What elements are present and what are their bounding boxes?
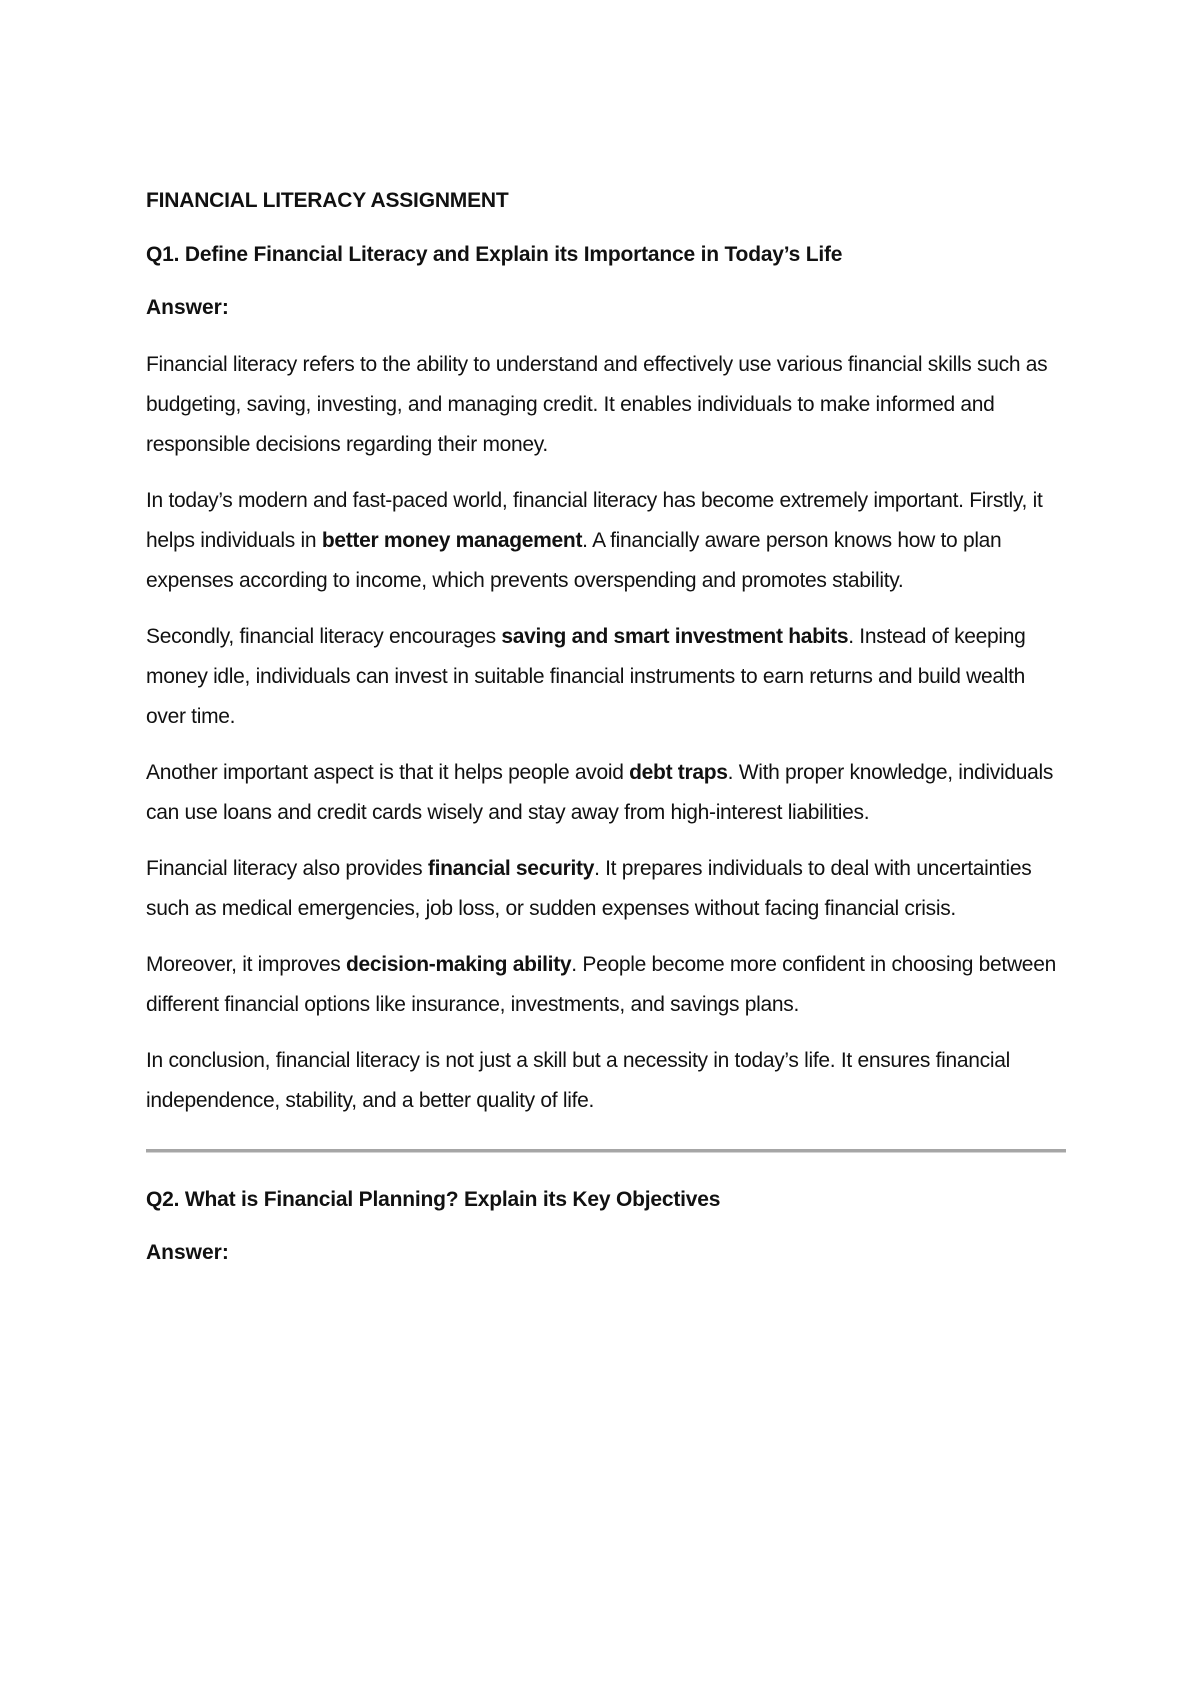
paragraph-text: . A financially aware person knows how to plan expenses according to income, which prevents overspending and promotes stability. (146, 529, 1002, 592)
bold-term: debt traps (629, 761, 728, 784)
answer-1-paragraph-debt (146, 753, 1066, 833)
paragraph-text: . It prepares individuals to deal with uncertainties such as medical emergencies, job loss, or sudden expenses without facing financial crisis. (146, 857, 1032, 920)
answer-1-paragraph-conclusion: In conclusion, financial literacy is not just a skill but a necessity in today’s life. It ensures financial independence, stability, and a better quality of life. (146, 1049, 1010, 1112)
paragraph-text: Moreover, it improves (146, 953, 346, 976)
answer-1-paragraph-saving (146, 617, 1066, 737)
paragraph-text: Another important aspect is that it helps people avoid (146, 761, 630, 784)
bold-term: financial security (427, 857, 595, 880)
paragraph-text: . Instead of keeping money idle, individuals can invest in suitable financial instruments to earn returns and build wealth over time. (146, 625, 1026, 728)
answer-2-label: Answer: (146, 1241, 229, 1264)
document-page (146, 186, 1066, 1290)
question-1-heading: Q1. Define Financial Literacy and Explain its Importance in Today’s Life (146, 243, 843, 266)
paragraph-text: Secondly, financial literacy encourages (146, 625, 502, 648)
section-divider (146, 1149, 1066, 1153)
answer-1-label: Answer: (146, 296, 229, 319)
answer-1-paragraph-definition: Financial literacy refers to the ability to understand and effectively use various financial skills such as budgeting, saving, investing, and managing credit. It enables individuals to make informed and responsible decisions regarding their money. (146, 353, 1048, 456)
document-title: FINANCIAL LITERACY ASSIGNMENT (146, 189, 509, 212)
bold-term: saving and smart investment habits (501, 625, 849, 648)
answer-1-paragraph-money-management (146, 481, 1066, 601)
paragraph-text: Financial literacy also provides (146, 857, 428, 880)
paragraph-text: In today’s modern and fast-paced world, financial literacy has become extremely important. Firstly, it helps individuals in (146, 489, 1043, 552)
question-2-heading: Q2. What is Financial Planning? Explain its Key Objectives (146, 1188, 721, 1211)
bold-term: better money management (321, 529, 583, 552)
paragraph-text: . People become more confident in choosing between different financial options like insurance, investments, and savings plans. (146, 953, 1056, 1016)
answer-1-paragraph-decision-making (146, 945, 1066, 1025)
bold-term: decision-making ability (345, 953, 572, 976)
answer-1-paragraph-security (146, 849, 1066, 929)
paragraph-text: . With proper knowledge, individuals can use loans and credit cards wisely and stay away from high-interest liabilities. (146, 761, 1054, 824)
